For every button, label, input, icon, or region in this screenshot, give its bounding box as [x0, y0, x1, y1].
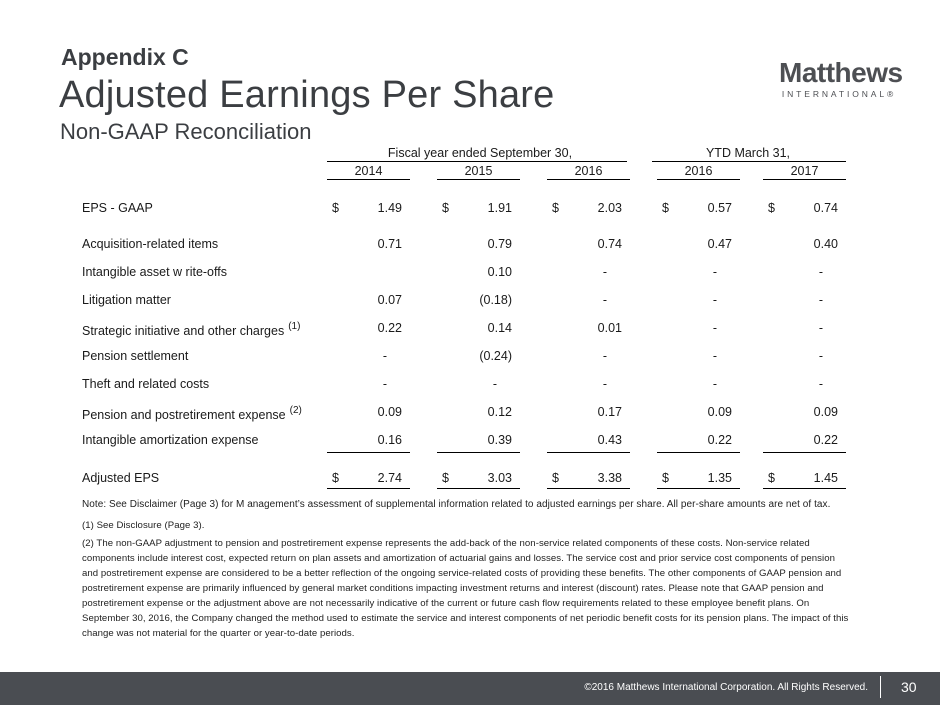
table-cell: 0.09 [813, 405, 838, 419]
footer-separator [880, 676, 881, 698]
row-label: EPS - GAAP [82, 201, 153, 215]
group-rule-fiscal [327, 161, 627, 162]
table-cell: - [818, 265, 824, 279]
dollar-sign: $ [442, 471, 449, 485]
table-cell: 0.09 [377, 405, 402, 419]
subtotal-rule [437, 452, 520, 453]
total-rule [437, 488, 520, 489]
total-rule [657, 488, 740, 489]
page-number: 30 [901, 679, 917, 695]
table-cell: 0.22 [377, 321, 402, 335]
row-label: Adjusted EPS [82, 471, 160, 485]
dollar-sign: $ [768, 201, 775, 215]
column-header-rule [547, 179, 630, 180]
footnote-marker: (2) [289, 405, 302, 416]
column-header-rule [763, 179, 846, 180]
subtotal-rule [327, 452, 410, 453]
group-rule-ytd [652, 161, 846, 162]
table-cell: 0.74 [813, 201, 838, 215]
table-cell: 1.45 [813, 471, 838, 485]
dollar-sign: $ [552, 201, 559, 215]
subtotal-rule [547, 452, 630, 453]
table-cell: - [602, 377, 608, 391]
table-cell: 1.49 [377, 201, 402, 215]
footnote-marker: (1) [288, 321, 301, 332]
logo-subtitle: INTERNATIONAL® [781, 89, 897, 99]
note-2: (2) The non-GAAP adjustment to pension and postretirement expense represents the add-back of the non-service related components of these costs. Non-service related components include interest cost, expected return on plan assets and amortization of actuarial gains and losses. The service cost and prior service cost components of pension and postretirement expense are considered to be a better reflection of the ongoing service-related costs of providing these benefits. The other components of GAAP pension and postretirement expense are primarily influenced by general market conditions impacting investment returns and interest (discount) rates. Please note that GAAP pension and postretirement expense or the adjustment above are not necessarily indicative of the current or future cash flow requirements related to these employee benefit plans. On September 30, 2016, the Company changed the method used to estimate the service and interest components of net periodic benefit costs for its pension plans. The impact of this change was not material for the quarter or year-to-date periods. [82, 538, 849, 639]
company-logo [779, 57, 903, 99]
row-label: Intangible asset w rite-offs [82, 265, 227, 279]
table-cell: - [382, 377, 388, 391]
table-cell: - [818, 377, 824, 391]
table-cell: (0.18) [479, 293, 512, 307]
table-cell: - [712, 321, 718, 335]
table-cell: - [712, 377, 718, 391]
table-cell: - [712, 293, 718, 307]
table-cell: 0.10 [487, 265, 512, 279]
column-header-2014: 2014 [354, 164, 383, 178]
table-cell: 0.09 [707, 405, 732, 419]
table-cell: 0.74 [597, 237, 622, 251]
table-cell: 0.16 [377, 433, 402, 447]
table-cell: 0.39 [487, 433, 512, 447]
logo-name: Matthews [779, 57, 903, 88]
dollar-sign: $ [662, 201, 669, 215]
table-cell: - [818, 293, 824, 307]
table-cell: - [602, 265, 608, 279]
dollar-sign: $ [552, 471, 559, 485]
page-title: Adjusted Earnings Per Share [59, 74, 555, 116]
table-cell: 3.03 [487, 471, 512, 485]
table-cell: 0.71 [377, 237, 402, 251]
subtotal-rule [763, 452, 846, 453]
page-subtitle: Non-GAAP Reconciliation [60, 119, 312, 144]
group-header-fiscal: Fiscal year ended September 30, [387, 146, 573, 160]
subtotal-rule [657, 452, 740, 453]
total-rule [327, 488, 410, 489]
table-cell: - [492, 377, 498, 391]
row-label: Intangible amortization expense [82, 433, 259, 447]
table-cell: - [712, 349, 718, 363]
table-cell: - [382, 349, 388, 363]
table-cell: 0.47 [707, 237, 732, 251]
table-cell: 1.91 [487, 201, 512, 215]
column-header-2016: 2016 [684, 164, 713, 178]
footnotes [82, 497, 852, 644]
note-disclaimer: Note: See Disclaimer (Page 3) for M anagement’s assessment of supplemental information related to adjusted earnings per share. All per-share amounts are net of tax. [82, 499, 831, 510]
dollar-sign: $ [442, 201, 449, 215]
table-cell: 1.35 [707, 471, 732, 485]
column-header-rule [327, 179, 410, 180]
copyright-text: ©2016 Matthews International Corporation. All Rights Reserved. [584, 682, 868, 693]
table-cell: 0.22 [707, 433, 732, 447]
table-cell: - [818, 349, 824, 363]
total-rule [547, 488, 630, 489]
note-1: (1) See Disclosure (Page 3). [82, 520, 205, 531]
table-cell: (0.24) [479, 349, 512, 363]
group-header-ytd: YTD March 31, [705, 146, 791, 160]
total-rule [763, 488, 846, 489]
column-header-2017: 2017 [790, 164, 819, 178]
dollar-sign: $ [332, 201, 339, 215]
row-label: Pension settlement [82, 349, 189, 363]
table-cell: - [712, 265, 718, 279]
table-cell: 0.22 [813, 433, 838, 447]
appendix-label: Appendix C [61, 44, 189, 70]
row-label: Acquisition-related items [82, 237, 219, 251]
table-cell: 0.79 [487, 237, 512, 251]
column-header-rule [437, 179, 520, 180]
row-label: Strategic initiative and other charges $^{(1)}$ [82, 321, 301, 338]
table-cell: 0.14 [487, 321, 512, 335]
table-cell: 3.38 [597, 471, 622, 485]
table-cell: 2.03 [597, 201, 622, 215]
table-cell: - [818, 321, 824, 335]
column-header-2016: 2016 [574, 164, 603, 178]
table-cell: 0.12 [487, 405, 512, 419]
dollar-sign: $ [662, 471, 669, 485]
table-cell: 0.43 [597, 433, 622, 447]
dollar-sign: $ [332, 471, 339, 485]
row-label: Pension and postretirement expense $^{(2)}$ [82, 405, 302, 422]
table-cell: 0.40 [813, 237, 838, 251]
row-label: Litigation matter [82, 293, 171, 307]
table-cell: 0.57 [707, 201, 732, 215]
table-cell: 2.74 [377, 471, 402, 485]
table-cell: - [602, 293, 608, 307]
column-header-rule [657, 179, 740, 180]
row-label: Theft and related costs [82, 377, 210, 391]
footer-bar [0, 672, 940, 705]
column-header-2015: 2015 [464, 164, 493, 178]
table-cell: 0.01 [597, 321, 622, 335]
table-cell: 0.17 [597, 405, 622, 419]
table-cell: - [602, 349, 608, 363]
table-cell: 0.07 [377, 293, 402, 307]
dollar-sign: $ [768, 471, 775, 485]
